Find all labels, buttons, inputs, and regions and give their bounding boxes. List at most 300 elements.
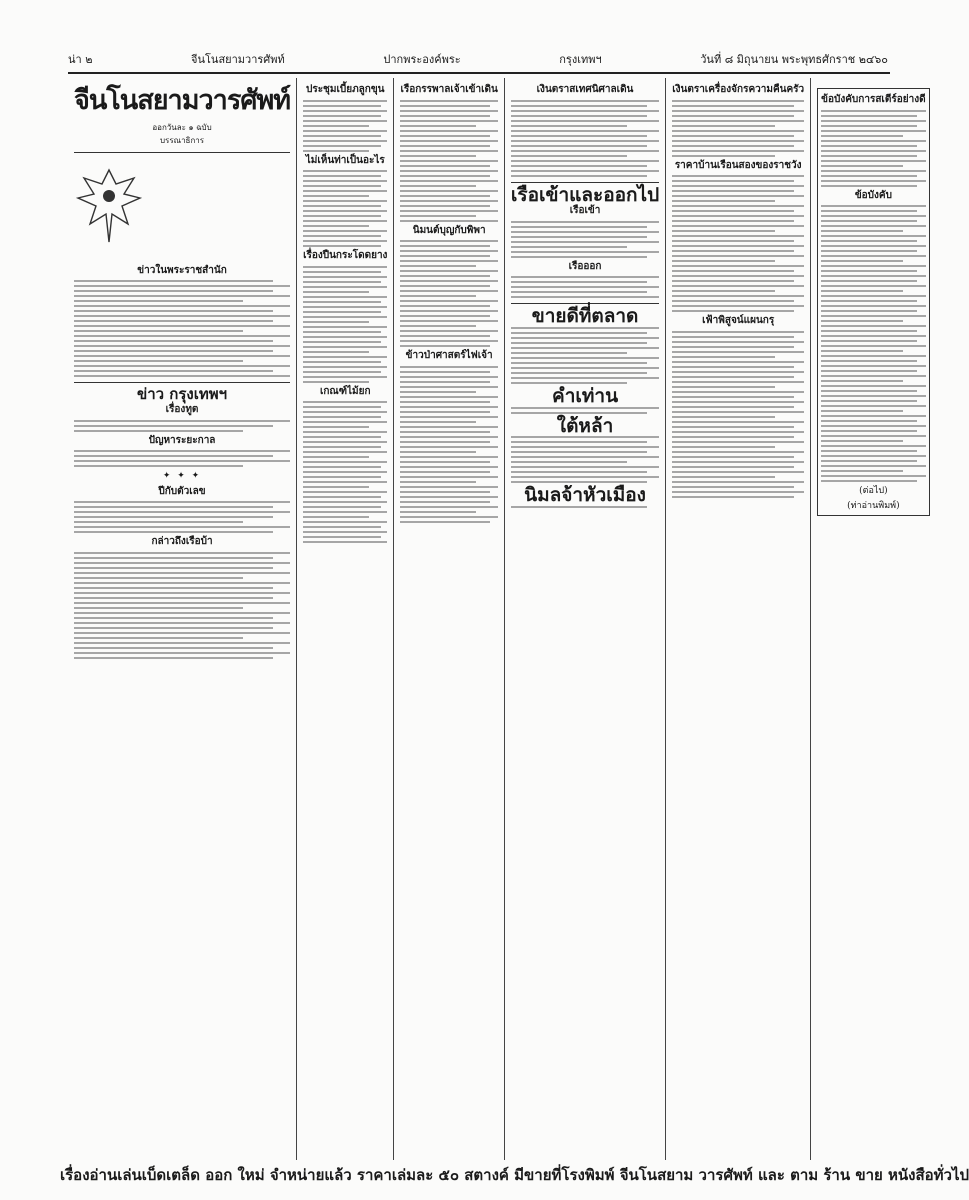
text-line [303,356,387,358]
text-line [74,587,273,589]
text-line [74,365,290,367]
heading-monk: นิมนต์บุญกับพิพา [412,224,486,236]
price-label: (ท่าอ่านพิมพ์) [847,500,900,511]
text-line [672,175,804,177]
text-line [821,180,925,182]
text-line [821,480,917,482]
text-line [400,270,497,272]
text-line [511,347,659,349]
footer-advert: เรื่องอ่านเล่นเบ็ดเตล็ด ออก ใหม่ จำหน่ายแล้ว ราคาเล่มละ ๕๐ สตางค์ มีขายที่โรงพิมพ์ จีนโนสยาม วารศัพท์ และ ตาม ร้าน ขาย หนังสือทั่วไป [60,1166,969,1184]
text-line [672,431,804,433]
paper-name: จีนโนสยามวารศัพท์ [191,53,285,66]
text-line [74,355,290,357]
text-line [821,245,925,247]
text-line [672,210,793,212]
text-line [672,140,804,142]
text-line [821,350,902,352]
text-line [303,215,381,217]
text-line [400,200,497,202]
continued-label: (ต่อไป) [859,486,888,497]
text-line [400,451,476,453]
text-line [400,516,497,518]
text-line [74,315,290,317]
text-line [672,396,793,398]
text-line [303,401,387,403]
text-line [672,115,793,117]
text-line [821,110,925,112]
text-line [821,300,917,302]
text-line [303,371,381,373]
heading-shipping: เรือเข้าและออกไป [510,183,660,206]
text-line [821,275,925,277]
text-line [400,160,497,162]
text-line [400,521,490,523]
section-palace-news: ข่าวในพระราชสำนัก [137,264,227,276]
text-line [821,320,902,322]
text-line [303,336,387,338]
text-line [511,327,659,329]
text-line [672,215,804,217]
text-line [303,351,369,353]
text-line [821,390,917,392]
text-line [672,406,793,408]
masthead: จีนโนสยามวารศัพท์ [74,85,291,116]
text-line [511,481,647,483]
text-line [400,240,497,242]
text-line [74,516,273,518]
text-line [672,240,793,242]
text-line [672,255,804,257]
text-line [400,461,490,463]
text-line [672,245,804,247]
text-line [672,220,793,222]
page-number: น่า ๒ [68,53,93,66]
text-line [511,352,627,354]
text-line [303,291,369,293]
text-line [672,230,775,232]
column-6 [811,78,935,1160]
text-line [672,356,775,358]
text-line [511,125,627,127]
text-line [74,531,273,533]
text-line [511,221,659,223]
heading-numbers: ปีกับตัวเลข [158,485,206,497]
text-line [303,175,381,177]
text-line [821,440,902,442]
text-line [303,426,369,428]
text-line [303,446,381,448]
text-line [672,105,793,107]
text-line [74,501,290,503]
text-line [303,361,381,363]
text-line [511,296,659,298]
text-line [74,506,273,508]
text-line [821,420,917,422]
text-line [672,155,775,157]
text-line [821,310,917,312]
text-line [821,125,917,127]
text-line [672,416,775,418]
text-line [303,511,387,513]
text-line [511,175,647,177]
text-line [303,461,387,463]
text-line [511,145,647,147]
heading-ship-arrival: เรือกรรพาลเจ้าเข้าเดิน [400,84,498,95]
text-line [821,175,917,177]
text-line [511,357,659,359]
text-line [303,516,369,518]
text-line [821,215,925,217]
text-line [400,345,490,347]
text-line [400,210,497,212]
text-line [511,170,659,172]
text-line [74,557,273,559]
text-line [400,140,497,142]
text-line [303,130,387,132]
text-line [672,366,793,368]
heading-rubber-gun: เรื่องปืนกระโดดยาง [303,250,388,262]
text-line [74,617,273,619]
text-line [672,135,793,137]
text-line [303,311,381,313]
text-line [303,266,387,268]
text-line [303,416,381,418]
text-line [672,481,804,483]
text-line [672,401,804,403]
text-line [672,451,804,453]
text-line [821,280,917,282]
text-line [400,381,490,383]
text-line [400,165,490,167]
ornament: ✦ ✦ ✦ [162,471,202,482]
text-line [672,190,793,192]
text-line [400,496,497,498]
text-line [303,120,387,122]
text-line [303,230,387,232]
text-line [74,521,243,523]
newspaper-columns [68,78,926,1160]
column-3 [394,78,504,1160]
text-line [303,331,381,333]
text-line [821,460,917,462]
text-line [303,321,369,323]
text-line [303,421,387,423]
text-line [821,430,917,432]
text-line [821,130,925,132]
text-line [400,105,490,107]
text-line [672,100,804,102]
text-line [303,140,387,142]
text-line [821,445,925,447]
text-line [821,330,917,332]
text-line [74,430,243,432]
column-1 [68,78,297,1160]
text-line [303,476,381,478]
text-line [74,280,273,282]
text-line [303,436,381,438]
text-line [303,296,387,298]
text-line [400,501,490,503]
heading-currency: เงินตราสเทศนิศาลเดิน [536,84,634,95]
text-line [672,456,793,458]
text-line [400,100,497,102]
heading-next: ใต้หล้า [556,414,614,437]
text-line [672,290,775,292]
text-line [672,270,793,272]
text-line [511,466,659,468]
text-line [821,435,925,437]
text-line [672,466,793,468]
heading-distance: ปัญหาระยะกาล [148,434,216,446]
text-line [672,130,804,132]
text-line [74,627,273,629]
text-line [303,195,369,197]
text-line [672,441,804,443]
garuda-emblem-icon [74,164,144,252]
text-line [672,195,804,197]
text-line [400,220,497,222]
text-line [672,265,804,267]
text-line [400,280,497,282]
text-line [821,115,917,117]
text-line [303,486,369,488]
text-line [511,100,659,102]
text-line [511,105,647,107]
text-line [821,475,925,477]
text-line [303,531,387,533]
text-line [303,276,387,278]
text-line [821,210,917,212]
text-line [821,325,925,327]
text-line [672,260,775,262]
text-line [400,386,497,388]
text-line [74,375,290,377]
text-line [74,360,243,362]
text-line [400,376,497,378]
text-line [672,235,804,237]
text-line [400,125,476,127]
text-line [400,215,476,217]
header-mid-1: ปากพระองค์พระ [383,53,461,66]
text-line [303,411,387,413]
text-line [74,305,290,307]
text-line [303,526,381,528]
text-line [74,370,273,372]
text-line [821,395,925,397]
text-line [821,450,917,452]
text-line [400,305,490,307]
text-line [74,592,290,594]
text-line [400,340,497,342]
column-2 [297,78,394,1160]
text-line [400,421,476,423]
text-line [400,416,497,418]
text-line [511,246,627,248]
text-line [74,552,290,554]
text-line [821,335,925,337]
text-line [821,270,917,272]
text-line [511,446,659,448]
text-line [821,415,925,417]
text-line [821,410,902,412]
text-line [821,470,902,472]
text-line [400,506,497,508]
header-rule [68,72,890,74]
text-line [821,205,925,207]
heading-regulations: ข้อบังคับการสเตีร์อย่างดี [821,94,926,105]
text-line [74,607,243,609]
text-line [303,240,387,242]
text-line [74,345,290,347]
text-line [511,231,659,233]
text-line [74,455,273,457]
text-line [511,332,647,334]
header-date: วันที่ ๘ มิถุนายน พระพุทธศักราช ๒๔๖๐ [700,53,888,66]
text-line [672,336,793,338]
text-line [400,275,490,277]
text-line [303,521,387,523]
text-line [400,155,476,157]
text-line [672,386,775,388]
header-mid-2: กรุงเทพฯ [559,53,602,66]
text-line [400,491,490,493]
text-line [303,431,387,433]
text-line [821,255,925,257]
heading-machinery: เงินตราเครื่องจักรความคืนครัว [672,84,805,95]
masthead-sub-2: บรรณาธิการ [159,135,205,145]
text-line [303,145,381,147]
text-line [511,471,647,473]
text-line [511,135,647,137]
text-line [74,567,273,569]
text-line [821,360,917,362]
text-line [511,155,627,157]
text-line [511,226,647,228]
text-line [400,185,476,187]
text-line [511,436,659,438]
text-line [511,372,647,374]
text-line [821,140,925,142]
column-4 [505,78,666,1160]
text-line [400,310,497,312]
text-line [821,340,917,342]
text-line [303,441,387,443]
text-line [672,426,793,428]
text-line [400,130,497,132]
text-line [400,250,497,252]
text-line [821,345,925,347]
text-line [400,481,476,483]
text-line [672,341,804,343]
text-line [303,271,381,273]
text-line [74,335,290,337]
heading-jury: ประชุมเบี้ยภลูกขุน [305,84,385,95]
text-line [303,245,381,247]
text-line [821,265,925,267]
text-line [672,300,793,302]
text-line [400,371,490,373]
text-line [821,405,925,407]
text-line [821,380,902,382]
text-line [74,582,290,584]
text-line [303,170,387,172]
text-line [303,376,387,378]
text-line [821,145,917,147]
text-line [672,351,804,353]
text-line [400,335,490,337]
text-line [511,130,659,132]
text-line [303,235,381,237]
text-line [400,366,497,368]
text-line [303,115,381,117]
text-line [303,501,387,503]
text-line [400,260,497,262]
text-line [303,281,381,283]
text-line [672,446,775,448]
text-line [400,330,497,332]
text-line [821,400,917,402]
text-line [821,295,925,297]
heading-envoy: เรื่องทูต [165,403,199,415]
text-line [74,612,290,614]
text-line [400,325,476,327]
text-line [74,511,290,513]
text-line [672,491,804,493]
text-line [303,496,381,498]
text-line [511,476,659,478]
text-line [74,572,290,574]
text-line [672,371,804,373]
text-line [74,577,243,579]
text-line [74,647,273,649]
text-line [303,110,387,112]
text-line [400,190,497,192]
text-line [74,642,290,644]
text-line [511,461,627,463]
text-line [672,145,793,147]
text-line [821,235,925,237]
text-line [400,456,497,458]
text-line [400,315,490,317]
text-line [672,125,775,127]
text-line [511,140,659,142]
text-line [511,506,647,508]
text-line [821,170,925,172]
text-line [303,100,387,102]
text-line [303,205,381,207]
text-line [672,305,804,307]
text-line [303,135,381,137]
text-line [821,150,925,152]
text-line [511,407,659,409]
regulations-box [817,88,929,516]
text-line [400,285,490,287]
text-line [400,441,490,443]
text-line [74,597,273,599]
heading-market: ขายดีที่ตลาด [531,305,639,328]
text-line [74,330,243,332]
text-line [672,200,775,202]
text-line [303,180,387,182]
text-line [821,240,917,242]
text-line [672,381,804,383]
text-line [672,476,775,478]
text-line [821,230,902,232]
text-line [303,190,387,192]
text-line [400,511,476,513]
text-line [511,160,659,162]
text-line [821,305,925,307]
